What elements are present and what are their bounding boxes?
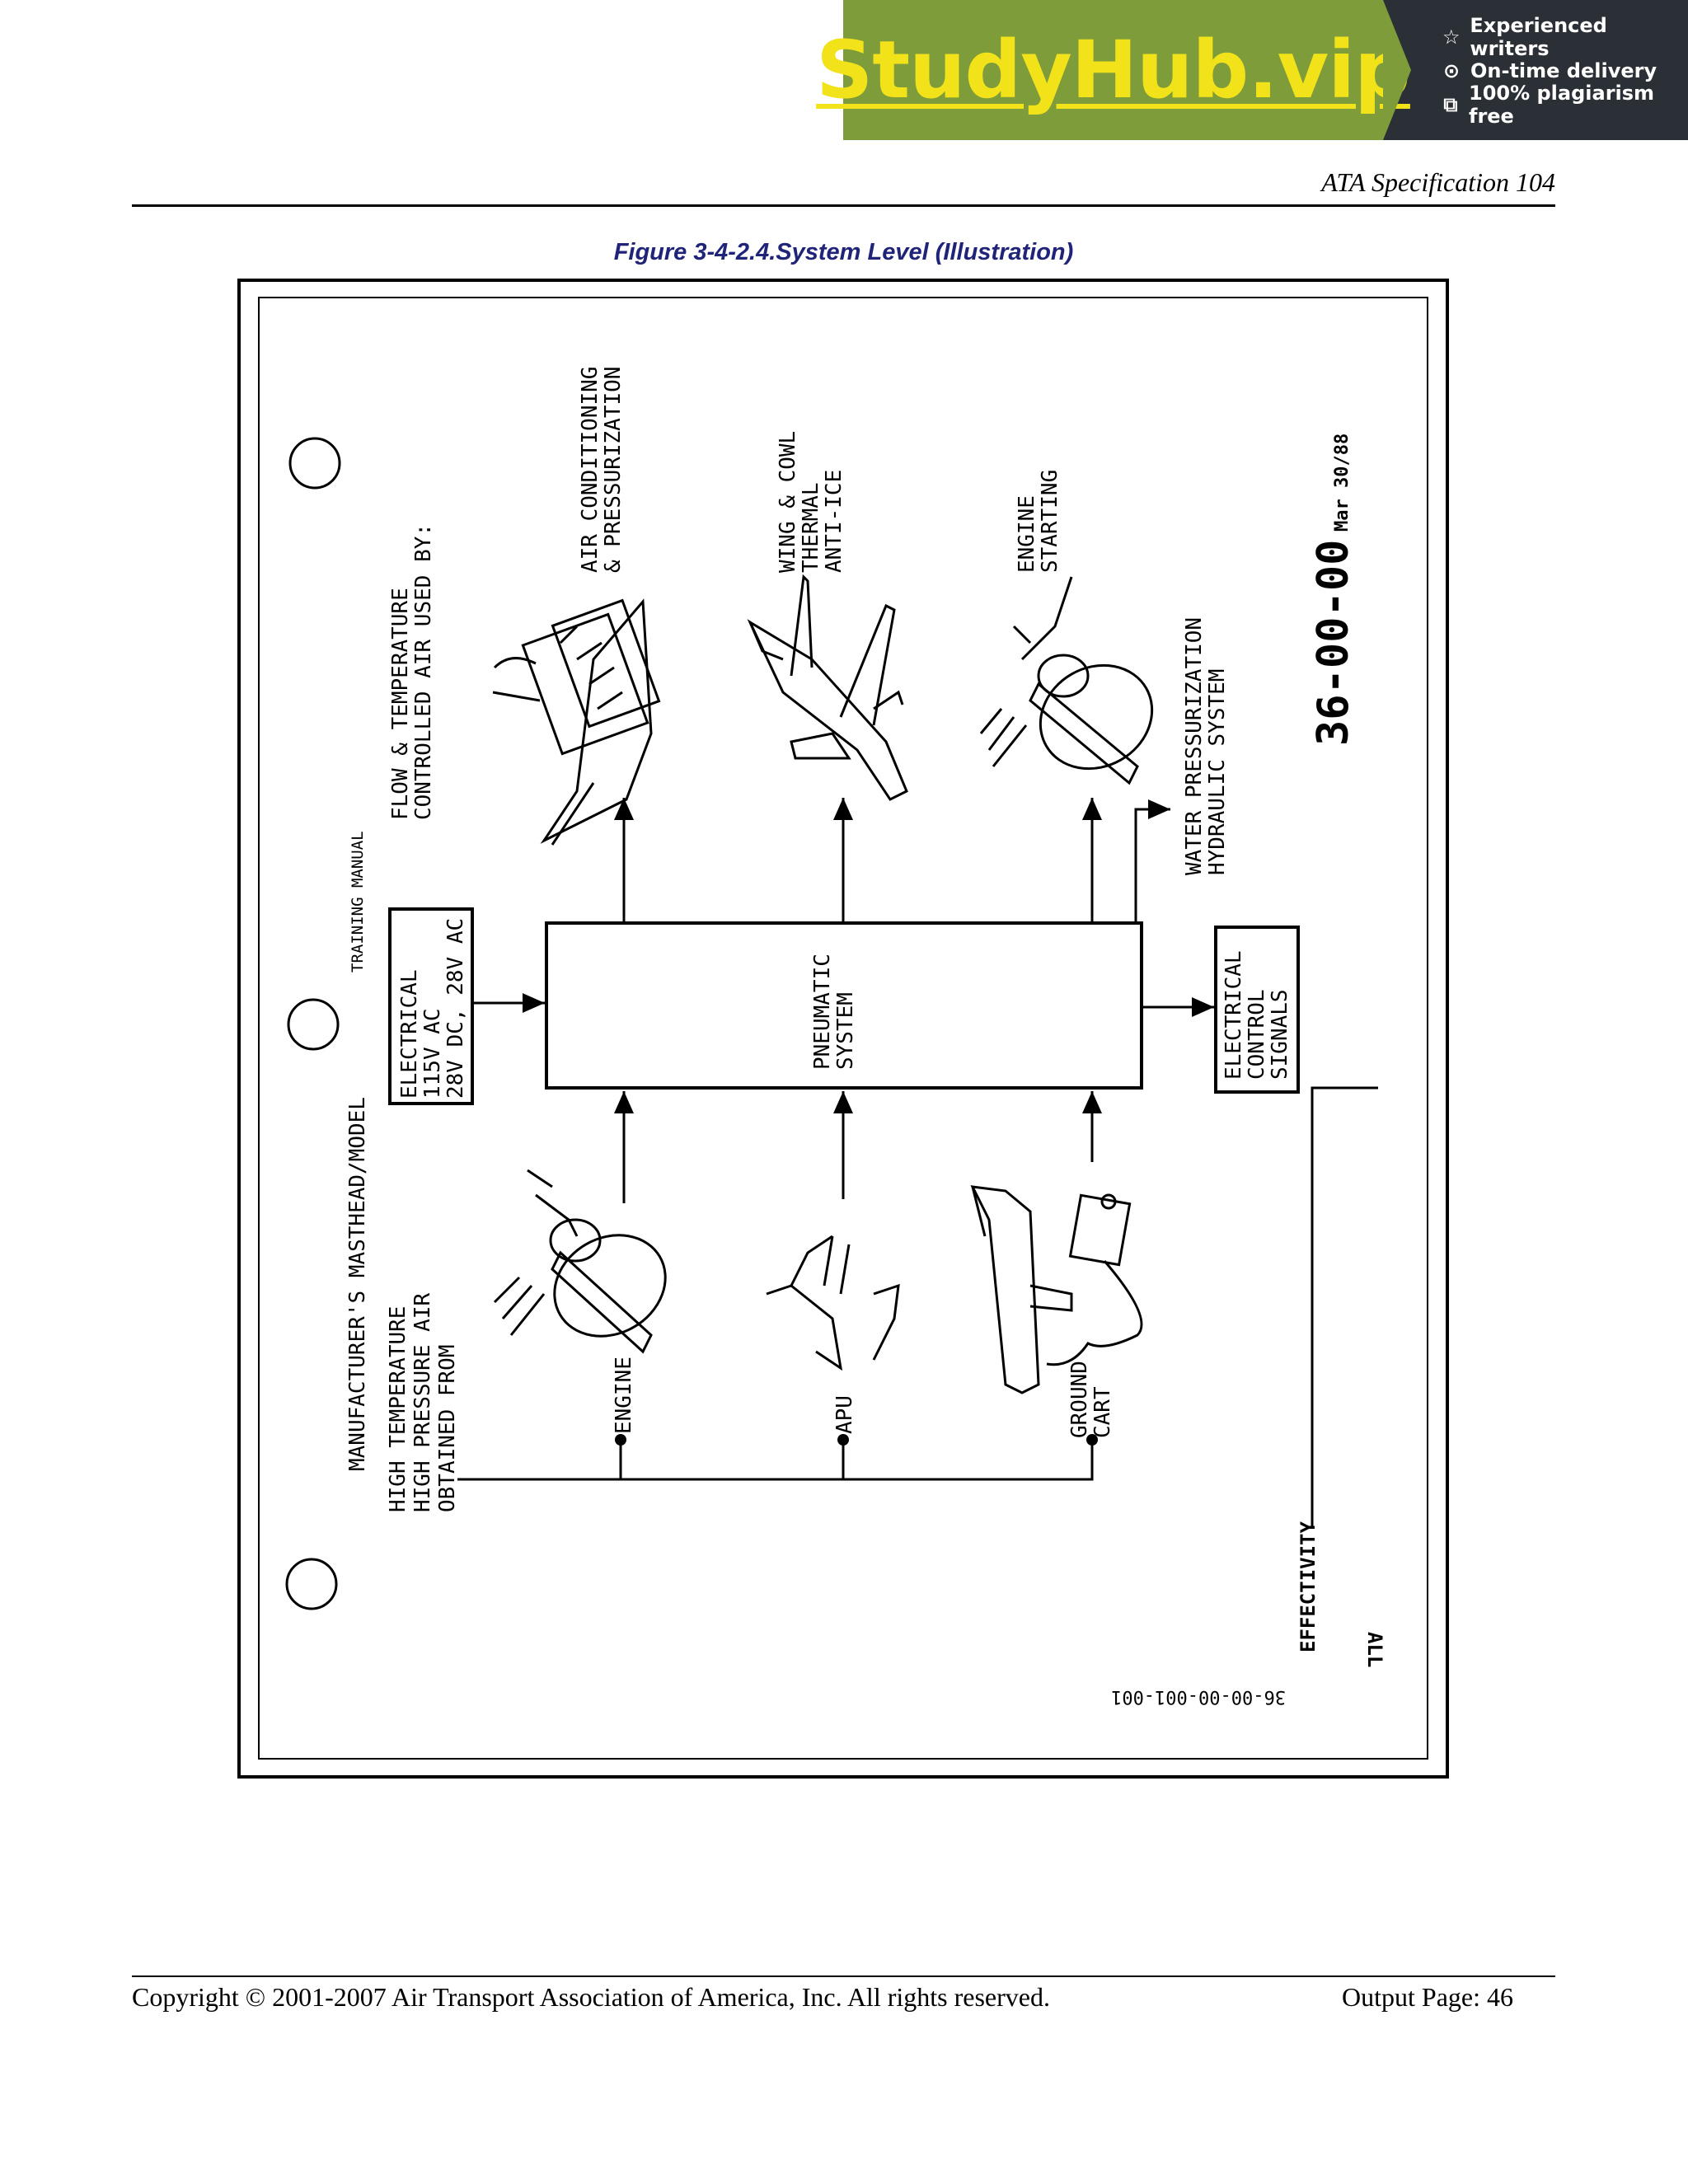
engine-starting-label: STARTING — [1038, 469, 1062, 573]
source-ground-cart-label: GROUND — [1067, 1361, 1092, 1438]
sources-title-line: HIGH TEMPERATURE — [386, 1305, 410, 1512]
copy-icon: ⧉ — [1443, 92, 1458, 116]
figure-caption: Figure 3-4-2.4.System Level (Illustration) — [613, 239, 1074, 265]
engine-starting-icon — [981, 577, 1171, 789]
pneumatic-label: PNEUMATIC — [810, 954, 835, 1070]
figure-id-label: 36-00-00-001-001 — [1111, 1686, 1286, 1707]
source-engine-label: ENGINE — [612, 1357, 636, 1434]
sources-title-line: OBTAINED FROM — [435, 1344, 460, 1512]
training-manual-label: TRAINING MANUAL — [349, 831, 367, 972]
clock-icon: ⊙ — [1442, 59, 1461, 82]
star-icon: ☆ — [1442, 25, 1461, 49]
pneumatic-label: SYSTEM — [833, 992, 858, 1070]
source-apu-label: APU — [832, 1395, 857, 1434]
flow-title-line: FLOW & TEMPERATURE — [388, 588, 413, 820]
electrical-input-line: 28V DC, 28V AC — [443, 917, 468, 1099]
ad-feature-text: On-time delivery — [1470, 59, 1658, 82]
chapter-date: Mar 30/88 — [1332, 433, 1353, 532]
bus-dot — [615, 1434, 626, 1446]
engine-source-icon — [495, 1170, 684, 1356]
binder-hole — [290, 438, 340, 488]
chapter-number: 36-00-00 — [1309, 539, 1358, 746]
wing-anti-ice-label: WING & COWL — [776, 430, 800, 573]
ad-logo-text: StudyHub.vip — [816, 24, 1410, 116]
bus-dot — [837, 1434, 849, 1446]
binder-hole — [287, 1559, 336, 1609]
electrical-control-label: SIGNALS — [1268, 989, 1292, 1080]
output-page-number: Output Page: 46 — [1342, 1982, 1513, 2012]
aircraft-icon — [750, 577, 907, 799]
electrical-control-label: CONTROL — [1245, 989, 1269, 1080]
ad-feature-text: 100% plagiarism free — [1469, 81, 1655, 128]
water-hydraulic-label: HYDRAULIC SYSTEM — [1205, 668, 1230, 875]
source-bus-line — [457, 1438, 1092, 1479]
ad-feature-text: Experienced writers — [1470, 13, 1607, 60]
wing-anti-ice-label: THERMAL — [799, 482, 823, 573]
effectivity-value: ALL — [1363, 1632, 1386, 1668]
electrical-control-label: ELECTRICAL — [1221, 950, 1246, 1080]
air-conditioning-label: & PRESSURIZATION — [601, 366, 626, 573]
electrical-input-line: ELECTRICAL — [397, 969, 422, 1099]
water-hydraulic-label: WATER PRESSURIZATION — [1182, 616, 1207, 875]
source-ground-cart-label: CART — [1090, 1386, 1115, 1438]
sources-title-line: HIGH PRESSURE AIR — [410, 1292, 435, 1512]
running-header: ATA Specification 104 — [1321, 167, 1555, 197]
ground-cart-icon — [973, 1187, 1142, 1393]
masthead-label: MANUFACTURER'S MASTHEAD/MODEL — [345, 1097, 370, 1471]
apu-icon — [767, 1236, 898, 1368]
arrow-to-water-hydraulic — [1136, 809, 1170, 921]
footer-rule — [132, 1975, 1555, 1977]
flow-title-line: CONTROLLED AIR USED BY: — [411, 523, 436, 820]
wing-anti-ice-label: ANTI-ICE — [822, 469, 846, 573]
electrical-input-line: 115V AC — [420, 1008, 445, 1099]
effectivity-label: EFFECTIVITY — [1296, 1521, 1320, 1652]
air-conditioning-label: AIR CONDITIONING — [578, 366, 603, 573]
effectivity-line — [1312, 1088, 1378, 1529]
copyright-notice: Copyright © 2001-2007 Air Transport Association of America, Inc. All rights reserved. — [132, 1982, 1050, 2012]
air-conditioning-pack-icon — [493, 601, 659, 845]
engine-starting-label: ENGINE — [1015, 495, 1039, 573]
binder-hole — [288, 1000, 338, 1049]
